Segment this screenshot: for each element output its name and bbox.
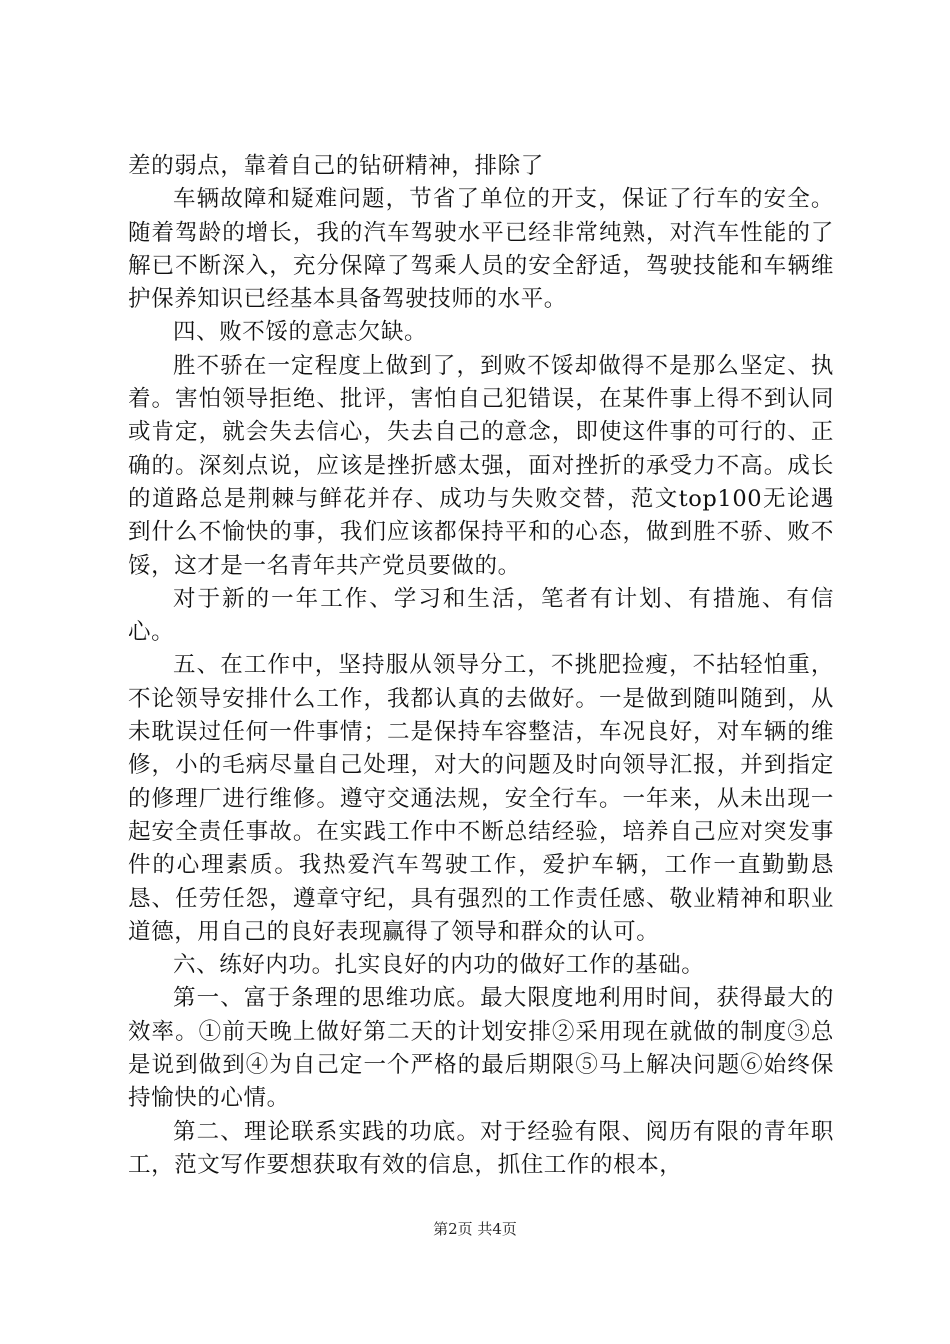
paragraph: 第一、富于条理的思维功底。最大限度地利用时间，获得最大的效率。①前天晚上做好第二天的计划安排②采用现在就做的制度③总是说到做到④为自己定一个严格的最后期限⑤马上解决问题⑥始终保持愉快的心情。 <box>128 985 834 1112</box>
paragraph: 车辆故障和疑难问题，节省了单位的开支，保证了行车的安全。随着驾龄的增长，我的汽车驾驶水平已经非常纯熟，对汽车性能的了解已不断深入，充分保障了驾乘人员的安全舒适，驾驶技能和车辆维护保养知识已经基本具备驾驶技师的水平。 <box>128 186 834 313</box>
section-heading: 六、练好内功。扎实良好的内功的做好工作的基础。 <box>173 952 705 979</box>
document-body <box>128 150 834 1182</box>
paragraph: 五、在工作中，坚持服从领导分工，不挑肥捡瘦，不拈轻怕重，不论领导安排什么工作，我都认真的去做好。一是做到随叫随到，从未耽误过任何一件事情；二是保持车容整洁，车况良好，对车辆的维修，小的毛病尽量自己处理，对大的问题及时向领导汇报，并到指定的修理厂进行维修。遵守交通法规，安全行车。一年来，从未出现一起安全责任事故。在实践工作中不断总结经验，培养自己应对突发事件的心理素质。我热爱汽车驾驶工作，爱护车辆，工作一直勤勤恳恳、任劳任怨，遵章守纪，具有强烈的工作责任感、敬业精神和职业道德，用自己的良好表现赢得了领导和群众的认可。 <box>128 652 834 945</box>
section-heading: 四、败不馁的意志欠缺。 <box>173 319 428 346</box>
paragraph: 对于新的一年工作、学习和生活，笔者有计划、有措施、有信心。 <box>128 585 834 646</box>
paragraph: 第二、理论联系实践的功底。对于经验有限、阅历有限的青年职工，范文写作要想获取有效的信息，抓住工作的根本， <box>128 1118 834 1178</box>
paragraph: 胜不骄在一定程度上做到了，到败不馁却做得不是那么坚定、执着。害怕领导拒绝、批评，害怕自己犯错误，在某件事上得不到认同或肯定，就会失去信心，失去自己的意念，即使这件事的可行的、正确的。深刻点说，应该是挫折感太强，面对挫折的承受力不高。成长的道路总是荆棘与鲜花并存、成功与失败交替，范文top100无论遇到什么不愉快的事，我们应该都保持平和的心态，做到胜不骄、败不馁，这才是一名青年共产党员要做的。 <box>128 352 834 579</box>
paragraph: 差的弱点，靠着自己的钻研精神，排除了 <box>128 153 544 179</box>
page-number-footer: 第2页 共4页 <box>433 1220 517 1238</box>
